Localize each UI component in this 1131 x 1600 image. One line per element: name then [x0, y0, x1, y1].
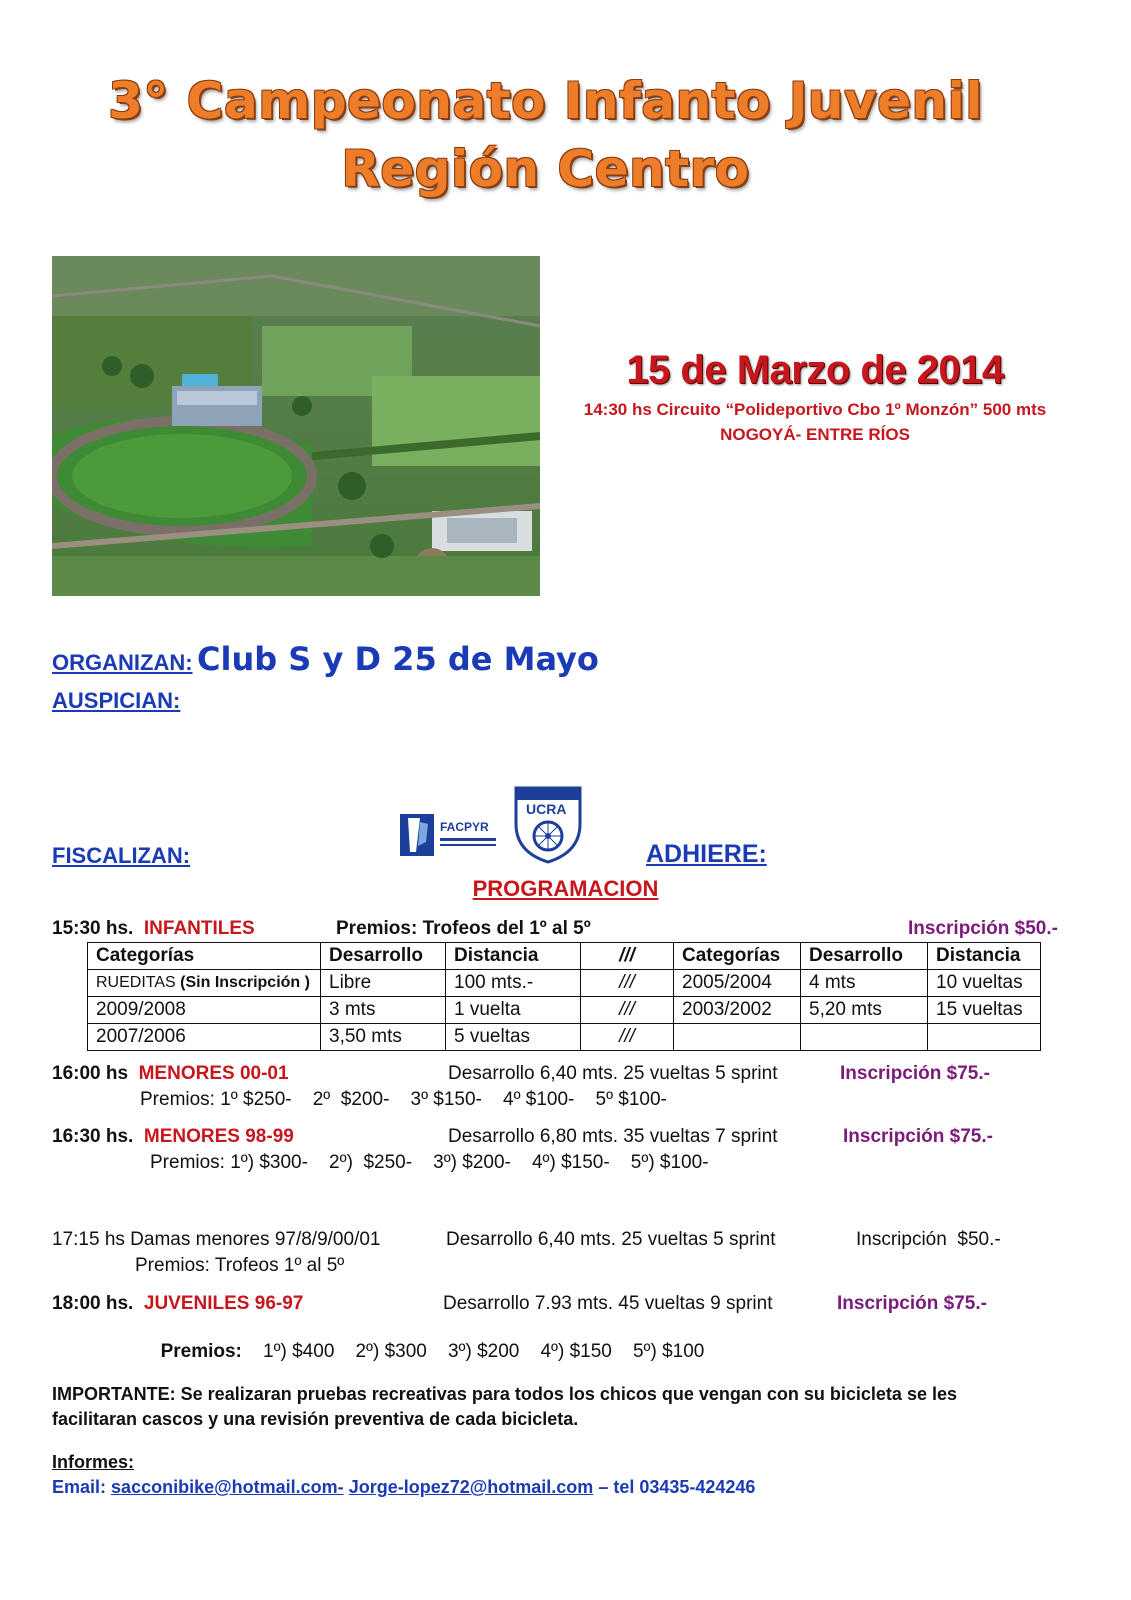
infantiles-header [52, 918, 255, 940]
infantiles-prizes: Premios: Trofeos del 1º al 5º [336, 918, 591, 939]
menores2-inscription: Inscripción $75.- [843, 1126, 993, 1147]
menores1-time: 16:00 hs [52, 1063, 129, 1084]
ucra-logo [512, 784, 584, 864]
juveniles-header [52, 1293, 303, 1315]
juveniles-prizes: 1º) $400 2º) $300 3º) $200 4º) $150 5º) $100 [263, 1341, 705, 1362]
table-cell: 100 mts.- [446, 970, 581, 997]
event-place: NOGOYÁ- ENTRE RÍOS [720, 425, 910, 444]
menores1-detail: Desarrollo 6,40 mts. 25 vueltas 5 sprint [448, 1063, 778, 1084]
juveniles-detail: Desarrollo 7.93 mts. 45 vueltas 9 sprint [443, 1293, 773, 1314]
auspician-label: AUSPICIAN: [52, 688, 181, 713]
table-cell: 3 mts [321, 997, 446, 1024]
menores2-header [52, 1126, 294, 1148]
menores1-name: MENORES 00-01 [138, 1063, 289, 1084]
juveniles-inscription: Inscripción $75.- [837, 1293, 987, 1314]
adhiere-label: ADHIERE: [646, 840, 767, 868]
informes-label: Informes: [52, 1452, 135, 1472]
table-cell: 1 vuelta [446, 997, 581, 1024]
event-circuit: 14:30 hs Circuito “Polideportivo Cbo 1º Monzón” 500 mts [583, 400, 1047, 419]
damas-prizes: Premios: Trofeos 1º al 5º [135, 1255, 345, 1276]
menores2-prizes: Premios: 1º) $300- 2º) $250- 3º) $200- 4º) $150- 5º) $100- [150, 1152, 709, 1173]
infantiles-inscription: Inscripción $50.- [908, 918, 1058, 939]
table-cell: 3,50 mts [321, 1024, 446, 1051]
important-text-1: IMPORTANTE: Se realizaran pruebas recreativas para todos los chicos que vengan con su bicicleta se les [52, 1384, 957, 1404]
email-label: Email: [52, 1477, 107, 1497]
col-header: /// [581, 943, 674, 970]
table-cell: 2007/2006 [88, 1024, 321, 1051]
infantiles-name: INFANTILES [143, 918, 255, 939]
table-cell: 15 vueltas [928, 997, 1041, 1024]
important-text-2: facilitaran cascos y una revisión preventiva de cada bicicleta. [52, 1409, 579, 1429]
table-header-row [88, 943, 1041, 970]
aerial-photo [52, 256, 540, 596]
juveniles-name: JUVENILES 96-97 [143, 1293, 304, 1314]
fiscalizan-label: FISCALIZAN: [52, 843, 191, 868]
menores1-header [52, 1063, 289, 1085]
facpyr-text: FACPYR [440, 820, 489, 834]
menores2-time: 16:30 hs. [52, 1126, 134, 1147]
damas-inscription: Inscripción $50.- [856, 1229, 1001, 1250]
menores2-name: MENORES 98-99 [143, 1126, 294, 1147]
event-date: 15 de Marzo de 2014 [626, 348, 1004, 392]
organizan-club: Club S y D 25 de Mayo [197, 640, 599, 678]
juveniles-prizes-row [150, 1319, 704, 1363]
col-header: Distancia [446, 943, 581, 970]
email-link-1[interactable]: sacconibike@hotmail.com- [111, 1477, 344, 1497]
ucra-text: UCRA [526, 801, 567, 817]
table-cell: 2005/2004 [674, 970, 801, 997]
email-link-2[interactable]: Jorge-lopez72@hotmail.com [348, 1477, 594, 1497]
juveniles-prizes-label: Premios: [160, 1341, 242, 1362]
table-cell [674, 1024, 801, 1051]
menores2-detail: Desarrollo 6,80 mts. 35 vueltas 7 sprint [448, 1126, 778, 1147]
table-cell: /// [581, 997, 674, 1024]
col-header: Distancia [928, 943, 1041, 970]
table-cell: 5,20 mts [801, 997, 928, 1024]
table-cell: 2003/2002 [674, 997, 801, 1024]
table-cell: 2009/2008 [88, 997, 321, 1024]
organizan-row [52, 640, 599, 678]
title-line-1: 3° Campeonato Infanto Juvenil [108, 72, 983, 130]
table-cell: RUEDITAS (Sin Inscripción ) [88, 970, 321, 997]
table-cell: /// [581, 970, 674, 997]
table-row [88, 1024, 1041, 1051]
col-header: Desarrollo [801, 943, 928, 970]
infantiles-table [87, 942, 1041, 1051]
menores1-prizes: Premios: 1º $250- 2º $200- 3º $150- 4º $100- 5º $100- [140, 1089, 667, 1110]
table-cell: 10 vueltas [928, 970, 1041, 997]
facpyr-logo [398, 812, 502, 858]
table-cell: /// [581, 1024, 674, 1051]
col-header: Categorías [88, 943, 321, 970]
table-row [88, 970, 1041, 997]
title-line-2: Región Centro [341, 140, 750, 198]
table-cell: 5 vueltas [446, 1024, 581, 1051]
table-row [88, 997, 1041, 1024]
juveniles-time: 18:00 hs. [52, 1293, 134, 1314]
table-cell: 4 mts [801, 970, 928, 997]
col-header: Categorías [674, 943, 801, 970]
table-cell: Libre [321, 970, 446, 997]
infantiles-time: 15:30 hs. [52, 918, 134, 939]
col-header: Desarrollo [321, 943, 446, 970]
contact-tel: – tel 03435-424246 [598, 1477, 756, 1497]
table-cell [928, 1024, 1041, 1051]
programacion-title: PROGRAMACION [472, 876, 659, 901]
table-cell [801, 1024, 928, 1051]
contact-row [52, 1477, 755, 1498]
damas-detail: Desarrollo 6,40 mts. 25 vueltas 5 sprint [446, 1229, 776, 1250]
organizan-label: ORGANIZAN: [52, 650, 193, 675]
damas-line: 17:15 hs Damas menores 97/8/9/00/01 [52, 1229, 381, 1250]
menores1-inscription: Inscripción $75.- [840, 1063, 990, 1084]
